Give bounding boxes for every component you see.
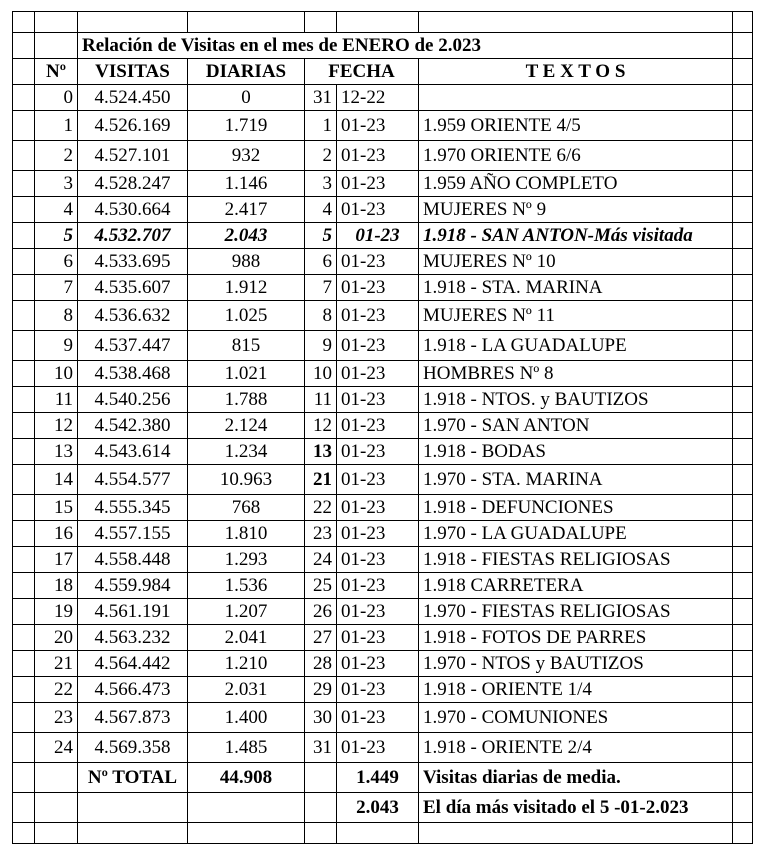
row-margin <box>13 141 35 171</box>
total-media-text: Visitas diarias de media. <box>419 763 733 793</box>
cell-n: 8 <box>35 301 78 331</box>
cell-mes: 01-23 <box>337 465 419 495</box>
row-margin <box>733 249 753 275</box>
cell-dia: 24 <box>305 547 337 573</box>
cell-texto: 1.918 - FOTOS DE PARRES <box>419 625 733 651</box>
cell-mes: 01-23 <box>337 331 419 361</box>
cell-texto: MUJERES Nº 11 <box>419 301 733 331</box>
row-margin <box>733 361 753 387</box>
cell-texto: 1.918 - BODAS <box>419 439 733 465</box>
cell-dia: 30 <box>305 703 337 733</box>
cell-visitas: 4.559.984 <box>78 573 188 599</box>
cell-texto: 1.918 - LA GUADALUPE <box>419 331 733 361</box>
cell-diarias: 1.293 <box>188 547 305 573</box>
table-row <box>13 439 753 465</box>
cell-mes: 01-23 <box>337 625 419 651</box>
cell-diarias: 2.031 <box>188 677 305 703</box>
cell-mes: 01-23 <box>337 439 419 465</box>
sheet-title: Relación de Visitas en el mes de ENERO de 2.023 <box>78 33 733 59</box>
cell-diarias: 1.485 <box>188 733 305 763</box>
cell-diarias: 768 <box>188 495 305 521</box>
cell-dia: 1 <box>305 111 337 141</box>
empty-cell <box>733 823 753 844</box>
table-row <box>13 275 753 301</box>
max-value: 2.043 <box>337 793 419 823</box>
cell-n: 3 <box>35 171 78 197</box>
cell-n: 17 <box>35 547 78 573</box>
table-row <box>13 703 753 733</box>
cell-visitas: 4.524.450 <box>78 85 188 111</box>
table-row <box>13 465 753 495</box>
cell-mes: 01-23 <box>337 387 419 413</box>
total-row <box>13 763 753 793</box>
row-margin <box>13 495 35 521</box>
cell-n: 9 <box>35 331 78 361</box>
cell-texto: 1.959 ORIENTE 4/5 <box>419 111 733 141</box>
empty-cell <box>733 763 753 793</box>
cell-n: 6 <box>35 249 78 275</box>
empty-cell <box>188 793 305 823</box>
empty-cell <box>188 823 305 844</box>
cell-dia: 2 <box>305 141 337 171</box>
cell-diarias: 1.210 <box>188 651 305 677</box>
row-margin <box>733 625 753 651</box>
cell-dia: 31 <box>305 85 337 111</box>
row-margin <box>13 439 35 465</box>
empty-cell <box>305 763 337 793</box>
cell-mes: 01-23 <box>337 301 419 331</box>
row-margin <box>733 197 753 223</box>
row-margin <box>733 703 753 733</box>
cell-visitas: 4.558.448 <box>78 547 188 573</box>
cell-visitas: 4.555.345 <box>78 495 188 521</box>
cell-visitas: 4.528.247 <box>78 171 188 197</box>
cell-mes: 01-23 <box>337 223 419 249</box>
cell-diarias: 988 <box>188 249 305 275</box>
cell-texto: 1.918 - DEFUNCIONES <box>419 495 733 521</box>
cell-n: 10 <box>35 361 78 387</box>
cell-n: 20 <box>35 625 78 651</box>
cell-mes: 01-23 <box>337 677 419 703</box>
cell-diarias: 10.963 <box>188 465 305 495</box>
cell-diarias: 1.536 <box>188 573 305 599</box>
cell-texto <box>419 85 733 111</box>
cell-mes: 01-23 <box>337 275 419 301</box>
table-row <box>13 249 753 275</box>
total-media: 1.449 <box>337 763 419 793</box>
cell-diarias: 1.234 <box>188 439 305 465</box>
empty-cell <box>305 793 337 823</box>
cell-texto: 1.918 CARRETERA <box>419 573 733 599</box>
cell-mes: 01-23 <box>337 495 419 521</box>
cell-dia: 26 <box>305 599 337 625</box>
table-row <box>13 495 753 521</box>
row-margin <box>13 331 35 361</box>
table-row <box>13 171 753 197</box>
table-row <box>13 677 753 703</box>
table-row <box>13 331 753 361</box>
row-margin <box>13 521 35 547</box>
cell-mes: 01-23 <box>337 141 419 171</box>
row-margin <box>733 141 753 171</box>
cell-texto: 1.959 AÑO COMPLETO <box>419 171 733 197</box>
header-diarias: DIARIAS <box>188 59 305 85</box>
cell-n: 21 <box>35 651 78 677</box>
cell-dia: 28 <box>305 651 337 677</box>
title-row <box>13 33 753 59</box>
cell-dia: 25 <box>305 573 337 599</box>
max-text: El día más visitado el 5 -01-2.023 <box>419 793 733 823</box>
empty-cell <box>13 793 35 823</box>
row-margin <box>733 547 753 573</box>
cell-texto: 1.970 - STA. MARINA <box>419 465 733 495</box>
cell-dia: 31 <box>305 733 337 763</box>
cell-n: 16 <box>35 521 78 547</box>
cell-n: 0 <box>35 85 78 111</box>
row-margin <box>733 171 753 197</box>
row-margin <box>13 733 35 763</box>
cell-dia: 12 <box>305 413 337 439</box>
row-margin <box>13 677 35 703</box>
cell-diarias: 1.400 <box>188 703 305 733</box>
table-row <box>13 413 753 439</box>
cell-dia: 29 <box>305 677 337 703</box>
empty-cell <box>733 793 753 823</box>
cell-diarias: 1.207 <box>188 599 305 625</box>
row-margin <box>733 301 753 331</box>
empty-cell <box>78 793 188 823</box>
row-margin <box>733 651 753 677</box>
empty-cell <box>13 763 35 793</box>
cell-dia: 22 <box>305 495 337 521</box>
table-row <box>13 651 753 677</box>
row-margin <box>733 573 753 599</box>
row-margin <box>13 249 35 275</box>
empty-cell <box>78 823 188 844</box>
header-n: Nº <box>35 59 78 85</box>
cell-dia: 11 <box>305 387 337 413</box>
cell-diarias: 1.021 <box>188 361 305 387</box>
cell-dia: 21 <box>305 465 337 495</box>
row-margin <box>13 171 35 197</box>
visits-table <box>12 11 753 844</box>
total-diarias: 44.908 <box>188 763 305 793</box>
cell-diarias: 2.124 <box>188 413 305 439</box>
blank-row-bottom <box>13 823 753 844</box>
cell-dia: 4 <box>305 197 337 223</box>
row-margin <box>733 85 753 111</box>
header-fecha: FECHA <box>305 59 419 85</box>
cell-diarias: 1.912 <box>188 275 305 301</box>
cell-n: 5 <box>35 223 78 249</box>
total-label: Nº TOTAL <box>78 763 188 793</box>
row-margin <box>13 599 35 625</box>
cell-mes: 01-23 <box>337 547 419 573</box>
row-margin <box>733 733 753 763</box>
table-row <box>13 521 753 547</box>
cell-texto: 1.970 - SAN ANTON <box>419 413 733 439</box>
cell-visitas: 4.561.191 <box>78 599 188 625</box>
row-margin <box>13 223 35 249</box>
cell-texto: 1.918 - NTOS. y BAUTIZOS <box>419 387 733 413</box>
cell-visitas: 4.564.442 <box>78 651 188 677</box>
cell-texto: 1.970 - NTOS y BAUTIZOS <box>419 651 733 677</box>
row-margin <box>733 223 753 249</box>
cell-mes: 01-23 <box>337 651 419 677</box>
empty-cell <box>35 823 78 844</box>
row-margin <box>13 547 35 573</box>
cell-dia: 23 <box>305 521 337 547</box>
cell-n: 24 <box>35 733 78 763</box>
cell-visitas: 4.527.101 <box>78 141 188 171</box>
cell-mes: 01-23 <box>337 733 419 763</box>
cell-mes: 01-23 <box>337 573 419 599</box>
cell-diarias: 932 <box>188 141 305 171</box>
row-margin <box>733 331 753 361</box>
cell-n: 2 <box>35 141 78 171</box>
header-textos: T E X T O S <box>419 59 733 85</box>
cell-n: 22 <box>35 677 78 703</box>
cell-visitas: 4.567.873 <box>78 703 188 733</box>
empty-cell <box>337 823 419 844</box>
empty-cell <box>419 823 733 844</box>
cell-visitas: 4.542.380 <box>78 413 188 439</box>
cell-n: 4 <box>35 197 78 223</box>
cell-visitas: 4.537.447 <box>78 331 188 361</box>
table-row <box>13 301 753 331</box>
cell-texto: MUJERES Nº 10 <box>419 249 733 275</box>
row-margin <box>733 413 753 439</box>
cell-diarias: 2.041 <box>188 625 305 651</box>
cell-dia: 27 <box>305 625 337 651</box>
cell-n: 1 <box>35 111 78 141</box>
cell-diarias: 2.417 <box>188 197 305 223</box>
cell-texto: 1.918 - FIESTAS RELIGIOSAS <box>419 547 733 573</box>
cell-n: 14 <box>35 465 78 495</box>
cell-visitas: 4.535.607 <box>78 275 188 301</box>
blank-row-top <box>13 12 753 33</box>
cell-diarias: 1.788 <box>188 387 305 413</box>
cell-n: 11 <box>35 387 78 413</box>
cell-diarias: 0 <box>188 85 305 111</box>
cell-visitas: 4.566.473 <box>78 677 188 703</box>
cell-dia: 6 <box>305 249 337 275</box>
row-margin <box>13 465 35 495</box>
table-row <box>13 223 753 249</box>
row-margin <box>13 85 35 111</box>
row-margin <box>13 703 35 733</box>
cell-texto: 1.918 - SAN ANTON-Más visitada <box>419 223 733 249</box>
cell-visitas: 4.526.169 <box>78 111 188 141</box>
header-row <box>13 59 753 85</box>
cell-visitas: 4.554.577 <box>78 465 188 495</box>
cell-n: 18 <box>35 573 78 599</box>
cell-mes: 01-23 <box>337 521 419 547</box>
row-margin <box>733 275 753 301</box>
cell-dia: 13 <box>305 439 337 465</box>
row-margin <box>733 111 753 141</box>
row-margin <box>13 111 35 141</box>
empty-cell <box>35 763 78 793</box>
table-row <box>13 387 753 413</box>
cell-texto: MUJERES Nº 9 <box>419 197 733 223</box>
cell-n: 13 <box>35 439 78 465</box>
cell-n: 7 <box>35 275 78 301</box>
table-body <box>13 12 753 844</box>
row-margin <box>13 361 35 387</box>
cell-texto: 1.918 - STA. MARINA <box>419 275 733 301</box>
row-margin <box>733 495 753 521</box>
cell-visitas: 4.538.468 <box>78 361 188 387</box>
row-margin <box>13 197 35 223</box>
row-margin <box>733 677 753 703</box>
cell-texto: 1.970 - COMUNIONES <box>419 703 733 733</box>
empty-cell <box>13 823 35 844</box>
row-margin <box>733 387 753 413</box>
row-margin <box>733 521 753 547</box>
max-row <box>13 793 753 823</box>
cell-diarias: 1.810 <box>188 521 305 547</box>
cell-diarias: 815 <box>188 331 305 361</box>
cell-mes: 01-23 <box>337 171 419 197</box>
table-row <box>13 547 753 573</box>
cell-dia: 9 <box>305 331 337 361</box>
cell-visitas: 4.543.614 <box>78 439 188 465</box>
cell-n: 15 <box>35 495 78 521</box>
cell-mes: 01-23 <box>337 197 419 223</box>
cell-texto: HOMBRES Nº 8 <box>419 361 733 387</box>
cell-dia: 3 <box>305 171 337 197</box>
row-margin <box>733 439 753 465</box>
cell-texto: 1.970 ORIENTE 6/6 <box>419 141 733 171</box>
cell-mes: 01-23 <box>337 703 419 733</box>
cell-mes: 01-23 <box>337 249 419 275</box>
cell-visitas: 4.532.707 <box>78 223 188 249</box>
cell-visitas: 4.569.358 <box>78 733 188 763</box>
cell-mes: 01-23 <box>337 111 419 141</box>
table-row <box>13 599 753 625</box>
cell-visitas: 4.530.664 <box>78 197 188 223</box>
table-row <box>13 573 753 599</box>
cell-mes: 01-23 <box>337 599 419 625</box>
cell-mes: 12-22 <box>337 85 419 111</box>
table-row <box>13 141 753 171</box>
row-margin <box>733 465 753 495</box>
header-visitas: VISITAS <box>78 59 188 85</box>
empty-cell <box>305 823 337 844</box>
cell-diarias: 1.146 <box>188 171 305 197</box>
cell-n: 23 <box>35 703 78 733</box>
table-row <box>13 111 753 141</box>
row-margin <box>13 625 35 651</box>
visits-sheet <box>12 11 753 844</box>
cell-texto: 1.918 - ORIENTE 2/4 <box>419 733 733 763</box>
row-margin <box>13 413 35 439</box>
cell-visitas: 4.536.632 <box>78 301 188 331</box>
table-row <box>13 197 753 223</box>
table-row <box>13 361 753 387</box>
table-row <box>13 625 753 651</box>
cell-n: 19 <box>35 599 78 625</box>
cell-visitas: 4.563.232 <box>78 625 188 651</box>
row-margin <box>13 387 35 413</box>
cell-diarias: 1.025 <box>188 301 305 331</box>
cell-texto: 1.918 - ORIENTE 1/4 <box>419 677 733 703</box>
row-margin <box>13 651 35 677</box>
empty-cell <box>35 793 78 823</box>
cell-texto: 1.970 - FIESTAS RELIGIOSAS <box>419 599 733 625</box>
row-margin <box>13 275 35 301</box>
cell-visitas: 4.557.155 <box>78 521 188 547</box>
table-row <box>13 733 753 763</box>
cell-mes: 01-23 <box>337 361 419 387</box>
row-margin <box>733 599 753 625</box>
cell-dia: 8 <box>305 301 337 331</box>
cell-texto: 1.970 - LA GUADALUPE <box>419 521 733 547</box>
cell-visitas: 4.540.256 <box>78 387 188 413</box>
cell-n: 12 <box>35 413 78 439</box>
row-margin <box>13 573 35 599</box>
cell-diarias: 2.043 <box>188 223 305 249</box>
cell-dia: 10 <box>305 361 337 387</box>
cell-visitas: 4.533.695 <box>78 249 188 275</box>
row-margin <box>13 301 35 331</box>
cell-dia: 5 <box>305 223 337 249</box>
table-row <box>13 85 753 111</box>
cell-dia: 7 <box>305 275 337 301</box>
cell-diarias: 1.719 <box>188 111 305 141</box>
cell-mes: 01-23 <box>337 413 419 439</box>
